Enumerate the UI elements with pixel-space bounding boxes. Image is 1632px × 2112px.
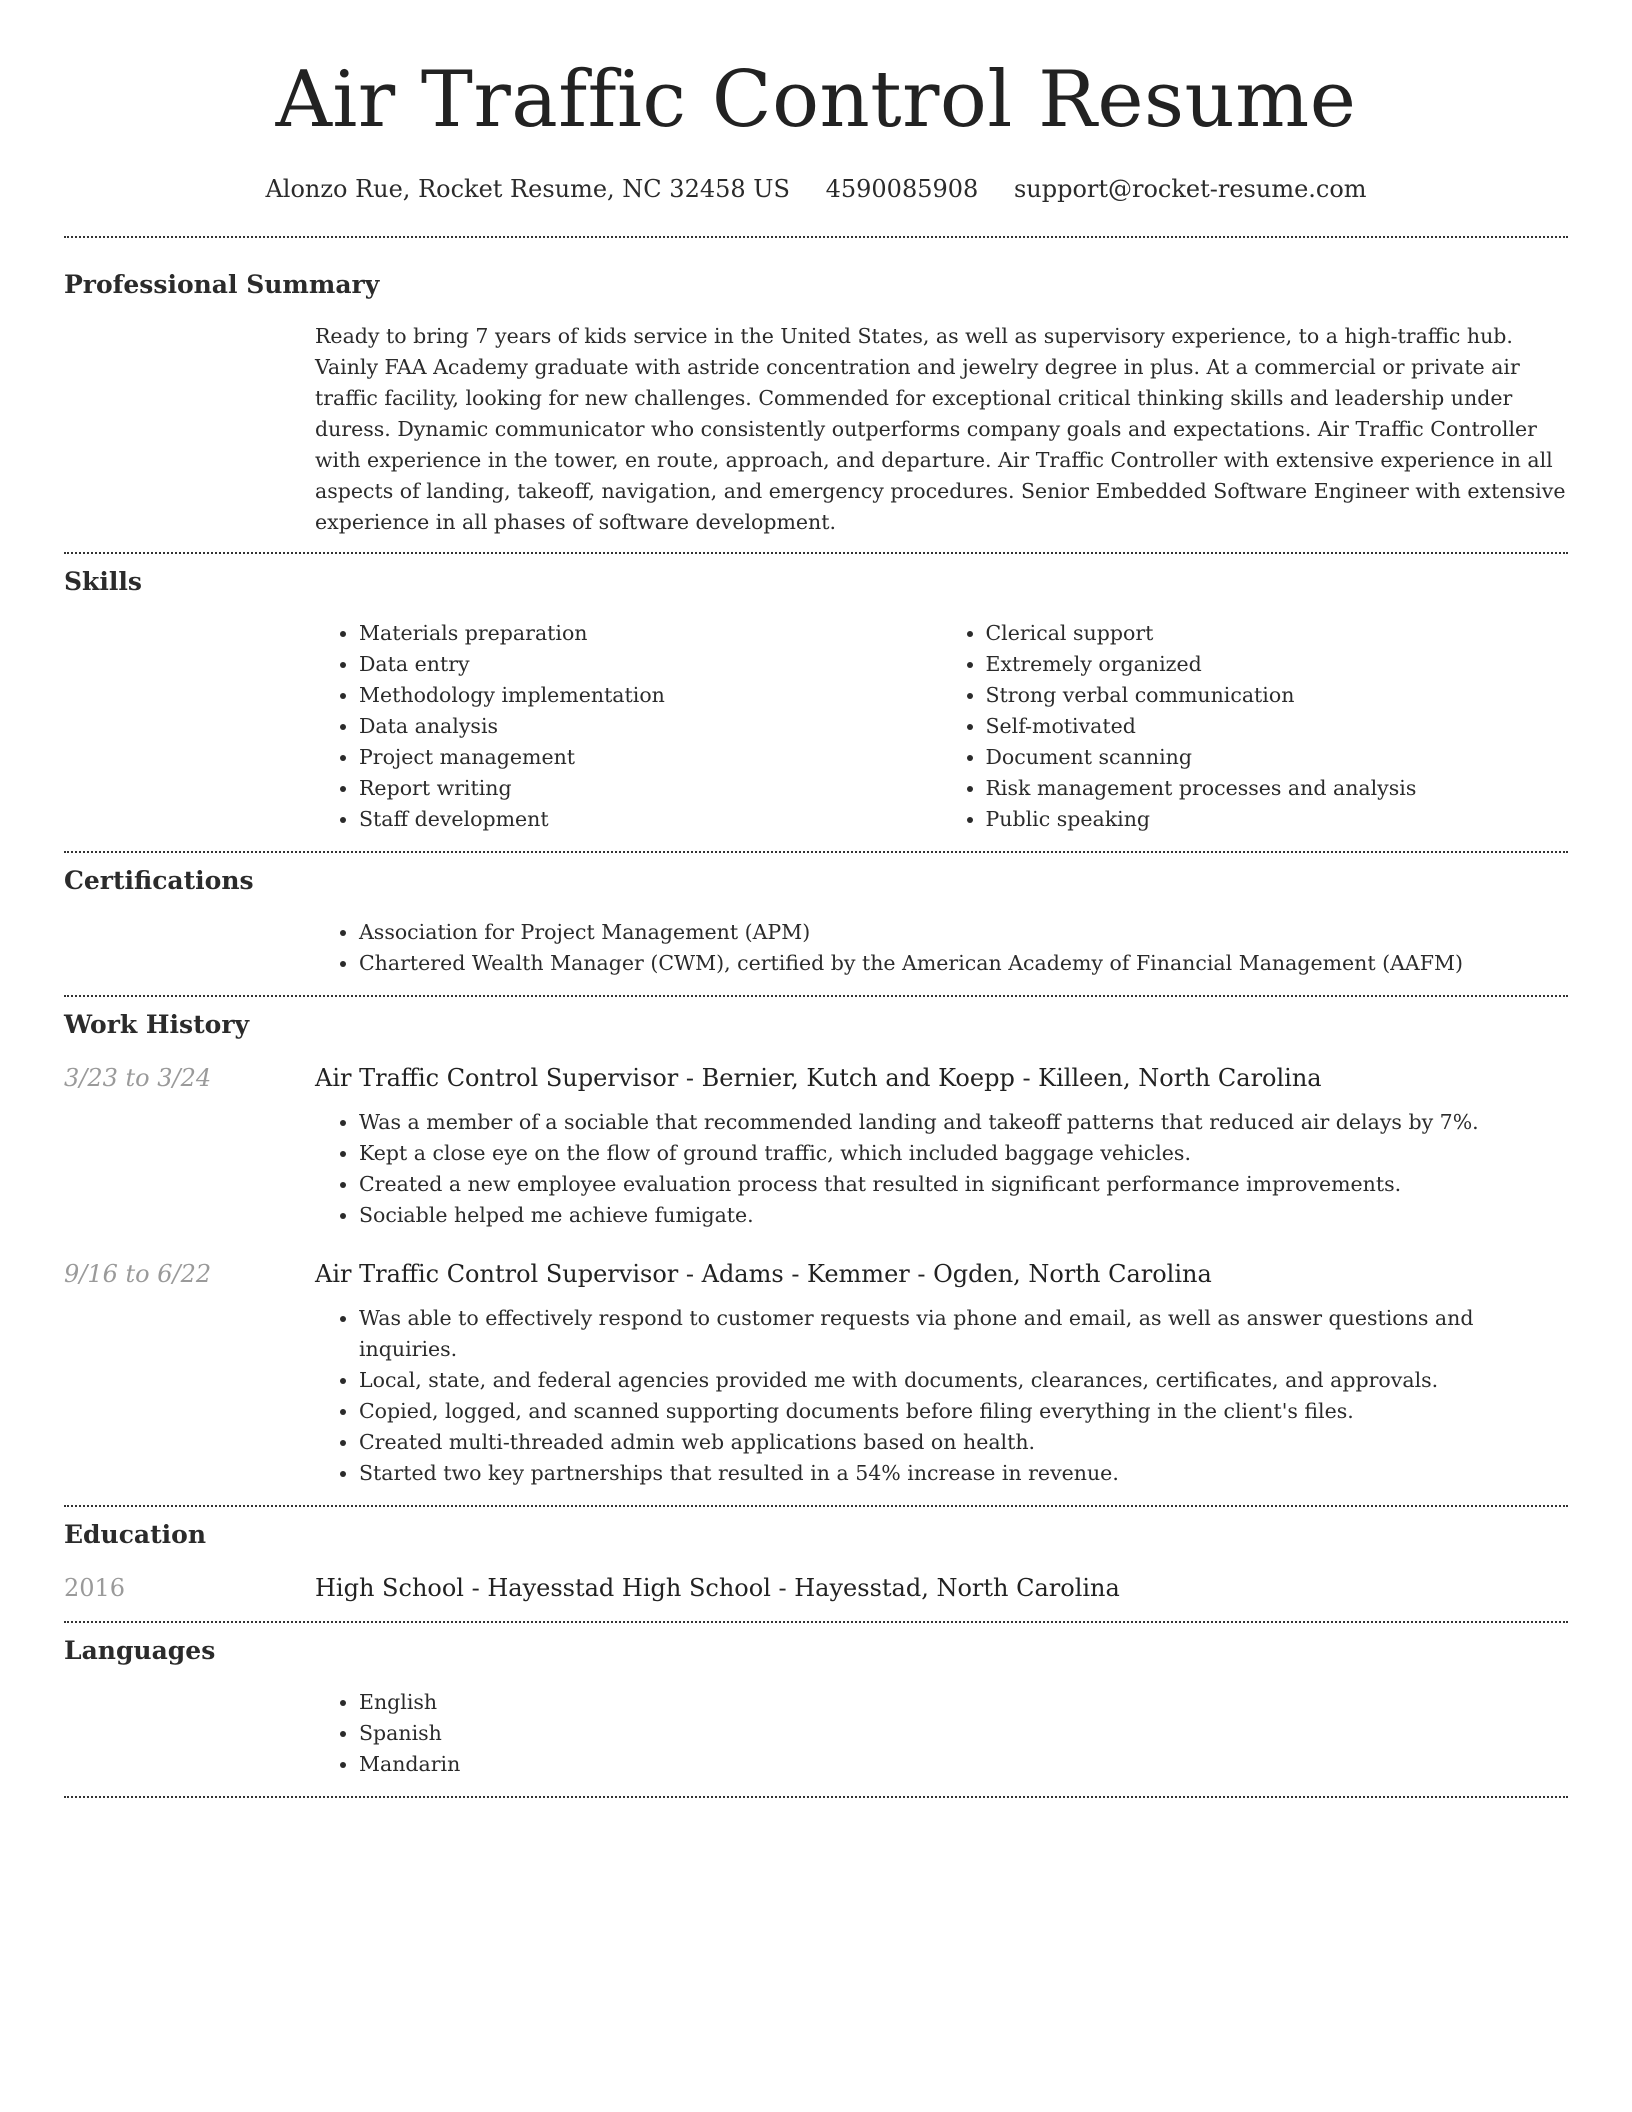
skills-list-right: [942, 618, 1569, 835]
job-dates: 3/23 to 3/24: [64, 1064, 212, 1092]
certification-item: • Chartered Wealth Manager (CWM), certified by the American Academy of Financial Management (AAFM): [359, 948, 1568, 979]
skill-item: • Materials preparation: [359, 618, 942, 649]
certification-item: • Association for Project Management (APM): [359, 917, 1568, 948]
skills-list-left: [315, 618, 942, 835]
skill-item: • Public speaking: [986, 804, 1569, 835]
languages-list: [315, 1687, 1568, 1780]
skill-item: • Data analysis: [359, 711, 942, 742]
skill-item: • Strong verbal communication: [986, 680, 1569, 711]
summary-section: [64, 238, 1568, 538]
job-entry: [64, 1061, 1568, 1231]
skill-item: • Self-motivated: [986, 711, 1569, 742]
education-section: [64, 1507, 1568, 1605]
skill-item: • Risk management processes and analysis: [986, 773, 1569, 804]
education-title: High School - Hayesstad High School - Hayesstad, North Carolina: [315, 1574, 1120, 1602]
skill-item: • Staff development: [359, 804, 942, 835]
job-bullet: • Was a member of a sociable that recommended landing and takeoff patterns that reduced air delays by 7%.: [359, 1107, 1568, 1138]
certifications-section: [64, 853, 1568, 979]
job-bullet: • Kept a close eye on the flow of ground traffic, which included baggage vehicles.: [359, 1138, 1568, 1169]
job-bullet: • Sociable helped me achieve fumigate.: [359, 1200, 1568, 1231]
job-bullet: • Local, state, and federal agencies provided me with documents, clearances, certificates, and approvals.: [359, 1365, 1568, 1396]
language-item: • English: [359, 1687, 1568, 1718]
resume-title: Air Traffic Control Resume: [275, 55, 1357, 145]
contact-line: [64, 172, 1568, 206]
contact-email: support@rocket-resume.com: [1013, 175, 1367, 203]
skill-item: • Document scanning: [986, 742, 1569, 773]
job-bullet: • Created multi-threaded admin web applications based on health.: [359, 1427, 1568, 1458]
section-title-work-history: Work History: [64, 1010, 250, 1039]
section-title-education: Education: [64, 1520, 207, 1549]
job-dates: 9/16 to 6/22: [64, 1260, 212, 1288]
summary-text: Ready to bring 7 years of kids service in the United States, as well as supervisory experience, to a high-traffic hub. Vainly FAA Academy graduate with astride concentration and jewelry degree in plus. At a commercial or private air traffic facility, looking for new challenges. Commended for exceptional critical thinking skills and leadership under duress. Dynamic communicator who consistently outperforms company goals and expectations. Air Traffic Controller with experience in the tower, en route, approach, and departure. Air Traffic Controller with extensive experience in all aspects of landing, takeoff, navigation, and emergency procedures. Senior Embedded Software Engineer with extensive experience in all phases of software development.: [315, 324, 1566, 534]
section-title-certifications: Certifications: [64, 866, 254, 895]
contact-phone: 4590085908: [825, 175, 979, 203]
language-item: • Spanish: [359, 1718, 1568, 1749]
job-entry: [64, 1257, 1568, 1489]
contact-address: Alonzo Rue, Rocket Resume, NC 32458 US: [265, 175, 790, 203]
skill-item: • Report writing: [359, 773, 942, 804]
job-bullet: • Started two key partnerships that resulted in a 54% increase in revenue.: [359, 1458, 1568, 1489]
skill-item: • Clerical support: [986, 618, 1569, 649]
languages-section: [64, 1623, 1568, 1780]
skill-item: • Project management: [359, 742, 942, 773]
section-title-summary: Professional Summary: [64, 270, 380, 299]
job-title: Air Traffic Control Supervisor - Bernier, Kutch and Koepp - Killeen, North Carolina: [315, 1064, 1322, 1092]
job-bullet: • Was able to effectively respond to customer requests via phone and email, as well as answer questions and inquiries.: [359, 1303, 1568, 1365]
job-title: Air Traffic Control Supervisor - Adams - Kemmer - Ogden, North Carolina: [315, 1260, 1212, 1288]
divider: [64, 1796, 1568, 1798]
job-bullets: [315, 1107, 1568, 1231]
skill-item: • Data entry: [359, 649, 942, 680]
certifications-list: [315, 917, 1568, 979]
job-bullet: • Created a new employee evaluation process that resulted in significant performance improvements.: [359, 1169, 1568, 1200]
skill-item: • Methodology implementation: [359, 680, 942, 711]
education-year: 2016: [64, 1574, 126, 1602]
work-history-section: [64, 997, 1568, 1489]
job-bullet: • Copied, logged, and scanned supporting documents before filing everything in the client's files.: [359, 1396, 1568, 1427]
section-title-skills: Skills: [64, 567, 142, 596]
skills-section: [64, 554, 1568, 835]
job-bullets: [315, 1303, 1568, 1489]
language-item: • Mandarin: [359, 1749, 1568, 1780]
section-title-languages: Languages: [64, 1636, 216, 1665]
skill-item: • Extremely organized: [986, 649, 1569, 680]
